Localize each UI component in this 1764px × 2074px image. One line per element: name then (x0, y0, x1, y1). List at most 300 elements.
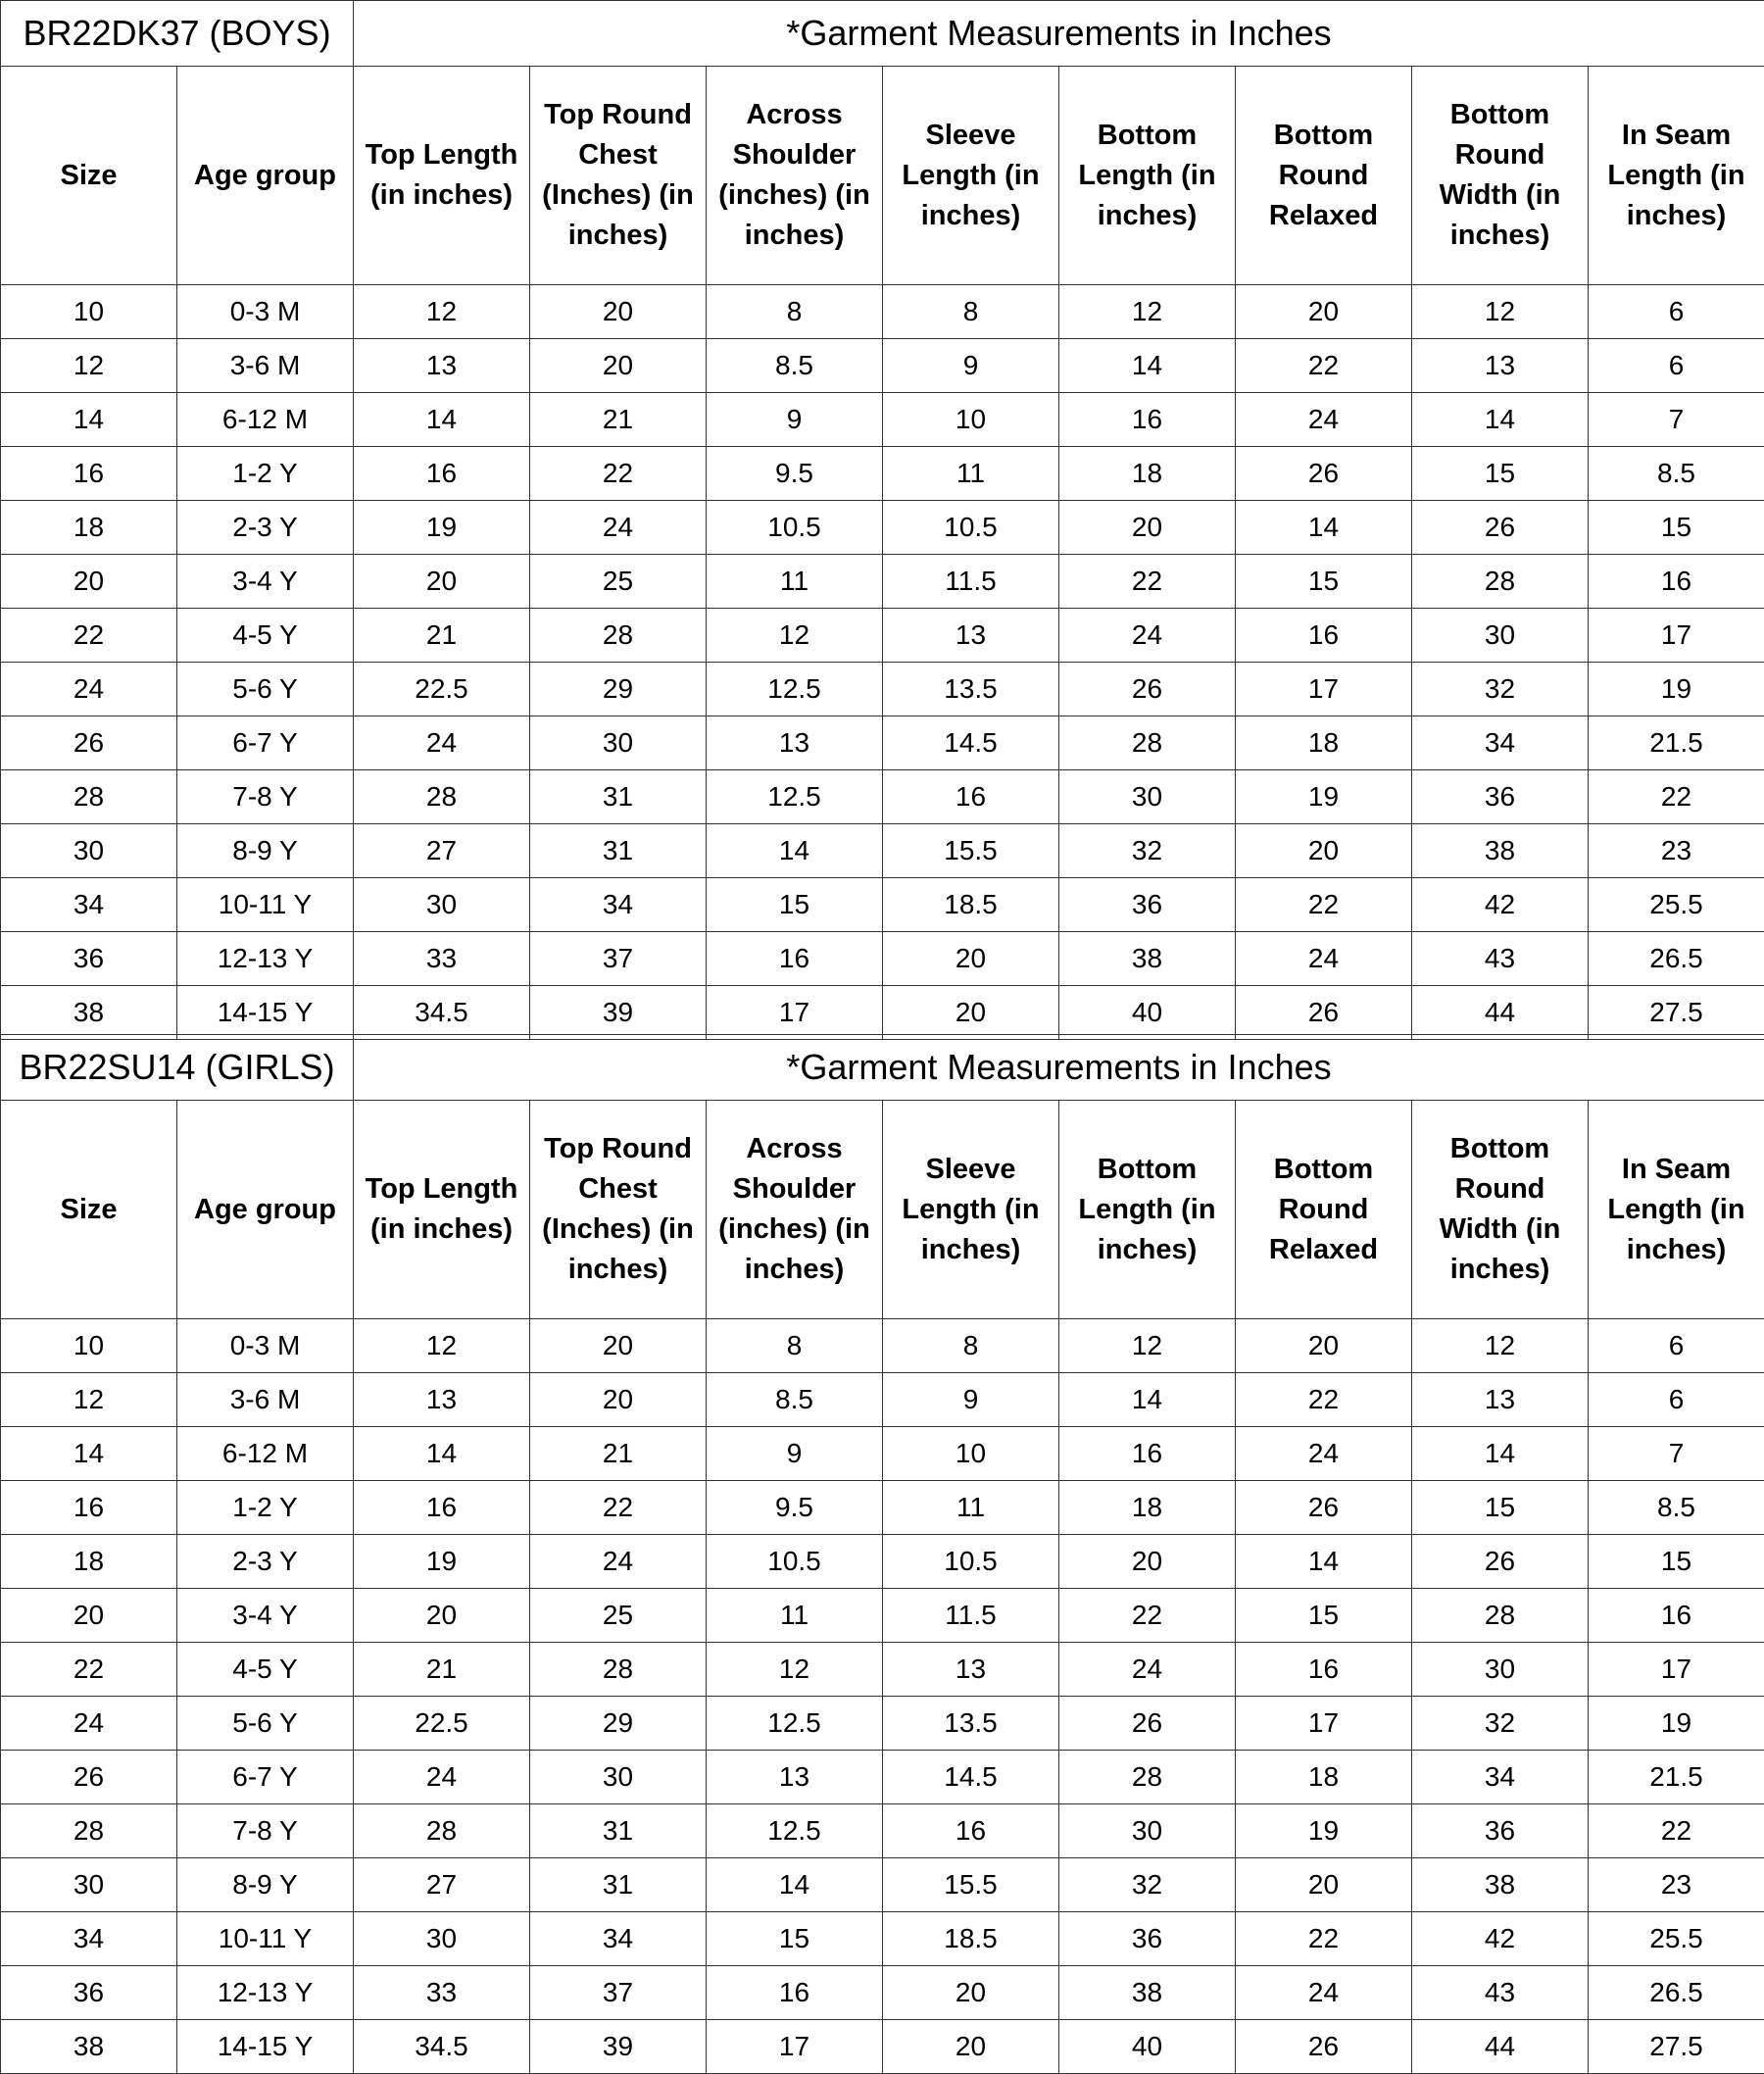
table-cell: 12.5 (707, 1697, 883, 1751)
table-cell: 3-6 M (177, 339, 354, 393)
column-header: In Seam Length (in inches) (1589, 1101, 1764, 1319)
table-cell: 19 (1236, 770, 1412, 824)
table-cell: 14 (1236, 501, 1412, 555)
table-cell: 40 (1059, 2020, 1236, 2074)
table-cell: 23 (1589, 1858, 1764, 1912)
table-cell: 31 (530, 1804, 707, 1858)
table-cell: 30 (1, 824, 177, 878)
table-row (1, 1373, 1764, 1427)
table-cell: 25 (530, 1589, 707, 1643)
table-cell: 32 (1059, 1858, 1236, 1912)
table-cell: 29 (530, 663, 707, 716)
table-cell: 8 (707, 285, 883, 339)
table-cell: 13 (883, 1643, 1059, 1697)
table-cell: 20 (530, 1319, 707, 1373)
table-cell: 15 (707, 878, 883, 932)
table-cell: 34 (1, 878, 177, 932)
table-cell: 14 (1, 393, 177, 447)
table-cell: 32 (1412, 1697, 1589, 1751)
table-cell: 28 (530, 609, 707, 663)
column-header: Size (1, 67, 177, 285)
table-cell: 11 (883, 447, 1059, 501)
table-cell: 16 (354, 1481, 530, 1535)
table-cell: 16 (883, 770, 1059, 824)
table-cell: 25 (530, 555, 707, 609)
table-row (1, 285, 1764, 339)
table-cell: 13 (1412, 339, 1589, 393)
table-cell: 23 (1589, 824, 1764, 878)
table-cell: 16 (707, 932, 883, 986)
table-cell: 10 (1, 285, 177, 339)
column-header: Age group (177, 67, 354, 285)
table-row (1, 1966, 1764, 2020)
table-cell: 34 (530, 878, 707, 932)
table-caption: *Garment Measurements in Inches (354, 1035, 1764, 1101)
table-cell: 34 (1, 1912, 177, 1966)
table-cell: 14 (354, 393, 530, 447)
table-cell: 17 (707, 2020, 883, 2074)
table-cell: 19 (354, 1535, 530, 1589)
table-cell: 14 (707, 1858, 883, 1912)
table-cell: 32 (1059, 824, 1236, 878)
table-row (1, 501, 1764, 555)
table-cell: 21 (354, 1643, 530, 1697)
column-header: Top Round Chest (Inches) (in inches) (530, 1101, 707, 1319)
table-cell: 15.5 (883, 824, 1059, 878)
table-cell: 17 (707, 986, 883, 1040)
table-cell: 10.5 (707, 501, 883, 555)
table-cell: 28 (1, 770, 177, 824)
table-cell: 19 (354, 501, 530, 555)
table-cell: 20 (530, 339, 707, 393)
table-cell: 27.5 (1589, 2020, 1764, 2074)
table-cell: 8 (883, 1319, 1059, 1373)
table-row (1, 1697, 1764, 1751)
table-cell: 13 (354, 1373, 530, 1427)
table-cell: 12.5 (707, 663, 883, 716)
table-cell: 38 (1059, 932, 1236, 986)
table-cell: 20 (530, 1373, 707, 1427)
table-cell: 34.5 (354, 2020, 530, 2074)
table-cell: 17 (1236, 663, 1412, 716)
column-header: Top Length (in inches) (354, 1101, 530, 1319)
table-cell: 6 (1589, 1319, 1764, 1373)
table-cell: 24 (1059, 609, 1236, 663)
table-cell: 20 (1059, 1535, 1236, 1589)
column-header: Bottom Length (in inches) (1059, 67, 1236, 285)
table-cell: 28 (1, 1804, 177, 1858)
table-cell: 16 (1236, 609, 1412, 663)
table-cell: 6 (1589, 285, 1764, 339)
table-row (1, 447, 1764, 501)
table-cell: 24 (530, 1535, 707, 1589)
table-row (1, 609, 1764, 663)
table-cell: 20 (1236, 1319, 1412, 1373)
table-row (1, 1535, 1764, 1589)
table-cell: 22 (1236, 1373, 1412, 1427)
product-code: BR22DK37 (BOYS) (1, 1, 354, 67)
table-cell: 10.5 (883, 1535, 1059, 1589)
table-cell: 26 (1236, 447, 1412, 501)
table-cell: 34 (1412, 716, 1589, 770)
table-cell: 11 (707, 1589, 883, 1643)
table-cell: 20 (1236, 285, 1412, 339)
table-cell: 21 (530, 393, 707, 447)
table-cell: 17 (1589, 609, 1764, 663)
table-cell: 30 (354, 878, 530, 932)
table-cell: 33 (354, 1966, 530, 2020)
table-row (1, 770, 1764, 824)
table-cell: 28 (354, 770, 530, 824)
table-cell: 26.5 (1589, 1966, 1764, 2020)
table-cell: 20 (354, 555, 530, 609)
table-cell: 27 (354, 824, 530, 878)
table-cell: 33 (354, 932, 530, 986)
table-cell: 28 (1059, 716, 1236, 770)
table-cell: 19 (1589, 663, 1764, 716)
table-cell: 39 (530, 2020, 707, 2074)
table-cell: 42 (1412, 878, 1589, 932)
table-cell: 30 (1412, 609, 1589, 663)
table-cell: 20 (530, 285, 707, 339)
column-header: Size (1, 1101, 177, 1319)
table-cell: 8-9 Y (177, 1858, 354, 1912)
table-cell: 7-8 Y (177, 770, 354, 824)
table-cell: 20 (883, 2020, 1059, 2074)
table-cell: 8 (883, 285, 1059, 339)
table-row (1, 1319, 1764, 1373)
table-cell: 14 (1236, 1535, 1412, 1589)
table-cell: 8.5 (1589, 1481, 1764, 1535)
table-cell: 22 (1236, 339, 1412, 393)
table-cell: 27.5 (1589, 986, 1764, 1040)
table-cell: 22 (1589, 1804, 1764, 1858)
table-cell: 24 (1236, 1427, 1412, 1481)
table-cell: 24 (1236, 393, 1412, 447)
table-cell: 12 (1, 339, 177, 393)
table-cell: 18.5 (883, 1912, 1059, 1966)
table-cell: 40 (1059, 986, 1236, 1040)
table-row (1, 1751, 1764, 1804)
table-cell: 28 (354, 1804, 530, 1858)
table-cell: 15 (1589, 1535, 1764, 1589)
table-cell: 12 (1412, 1319, 1589, 1373)
table-cell: 30 (530, 1751, 707, 1804)
table-cell: 14 (1059, 339, 1236, 393)
table-row (1, 393, 1764, 447)
table-cell: 22.5 (354, 1697, 530, 1751)
table-cell: 15 (1412, 1481, 1589, 1535)
table-row (1, 2020, 1764, 2074)
table-cell: 28 (1059, 1751, 1236, 1804)
table-cell: 18 (1236, 716, 1412, 770)
table-cell: 26.5 (1589, 932, 1764, 986)
table-cell: 22 (1, 609, 177, 663)
column-header-row (1, 67, 1764, 285)
table-cell: 14.5 (883, 716, 1059, 770)
table-row (1, 1481, 1764, 1535)
table-cell: 18 (1236, 1751, 1412, 1804)
table-cell: 28 (1412, 555, 1589, 609)
table-cell: 25.5 (1589, 1912, 1764, 1966)
table-cell: 8-9 Y (177, 824, 354, 878)
table-row (1, 824, 1764, 878)
table-cell: 34.5 (354, 986, 530, 1040)
table-cell: 10-11 Y (177, 1912, 354, 1966)
table-cell: 12-13 Y (177, 932, 354, 986)
column-header: Top Round Chest (Inches) (in inches) (530, 67, 707, 285)
table-cell: 26 (1059, 1697, 1236, 1751)
column-header: Sleeve Length (in inches) (883, 67, 1059, 285)
table-cell: 0-3 M (177, 1319, 354, 1373)
table-cell: 22 (1589, 770, 1764, 824)
table-row (1, 339, 1764, 393)
table-cell: 30 (354, 1912, 530, 1966)
table-cell: 9 (707, 393, 883, 447)
table-cell: 5-6 Y (177, 1697, 354, 1751)
table-cell: 3-6 M (177, 1373, 354, 1427)
table-cell: 6-12 M (177, 1427, 354, 1481)
table-cell: 22 (530, 447, 707, 501)
table-cell: 21.5 (1589, 716, 1764, 770)
table-row (1, 878, 1764, 932)
table-cell: 20 (1, 1589, 177, 1643)
table-cell: 13 (707, 716, 883, 770)
table-cell: 12 (354, 1319, 530, 1373)
table-cell: 36 (1059, 878, 1236, 932)
table-cell: 42 (1412, 1912, 1589, 1966)
table-cell: 9 (707, 1427, 883, 1481)
table-cell: 24 (1236, 1966, 1412, 2020)
table-cell: 30 (1, 1858, 177, 1912)
table-cell: 6-7 Y (177, 1751, 354, 1804)
column-header-row (1, 1101, 1764, 1319)
table-cell: 7 (1589, 1427, 1764, 1481)
table-cell: 6-12 M (177, 393, 354, 447)
table-cell: 22.5 (354, 663, 530, 716)
table-cell: 9 (883, 339, 1059, 393)
table-cell: 30 (1412, 1643, 1589, 1697)
table-cell: 3-4 Y (177, 1589, 354, 1643)
column-header: Age group (177, 1101, 354, 1319)
table-row (1, 1643, 1764, 1697)
table-cell: 24 (354, 1751, 530, 1804)
table-cell: 31 (530, 770, 707, 824)
table-cell: 16 (1, 447, 177, 501)
table-cell: 12 (1412, 285, 1589, 339)
table-cell: 26 (1236, 2020, 1412, 2074)
table-cell: 3-4 Y (177, 555, 354, 609)
table-cell: 20 (1059, 501, 1236, 555)
table-row (1, 555, 1764, 609)
table-cell: 22 (1236, 1912, 1412, 1966)
table-cell: 30 (530, 716, 707, 770)
table-cell: 11 (883, 1481, 1059, 1535)
column-header: Bottom Round Relaxed (1236, 1101, 1412, 1319)
table-cell: 21.5 (1589, 1751, 1764, 1804)
table-cell: 12 (1, 1373, 177, 1427)
table-cell: 19 (1236, 1804, 1412, 1858)
table-cell: 17 (1589, 1643, 1764, 1697)
table-row (1, 1804, 1764, 1858)
column-header: Bottom Round Width (in inches) (1412, 1101, 1589, 1319)
table-cell: 30 (1059, 770, 1236, 824)
table-cell: 26 (1412, 1535, 1589, 1589)
table-cell: 9 (883, 1373, 1059, 1427)
table-cell: 36 (1412, 770, 1589, 824)
table-cell: 20 (1236, 824, 1412, 878)
table-cell: 26 (1059, 663, 1236, 716)
table-cell: 24 (1236, 932, 1412, 986)
column-header: Bottom Length (in inches) (1059, 1101, 1236, 1319)
table-cell: 18 (1059, 447, 1236, 501)
table-cell: 22 (1059, 1589, 1236, 1643)
table-cell: 12 (707, 609, 883, 663)
table-cell: 10 (883, 393, 1059, 447)
table-cell: 13 (1412, 1373, 1589, 1427)
table-cell: 14 (1412, 1427, 1589, 1481)
table-cell: 14 (1059, 1373, 1236, 1427)
table-cell: 8.5 (1589, 447, 1764, 501)
table-cell: 11 (707, 555, 883, 609)
table-cell: 38 (1, 986, 177, 1040)
table-cell: 14 (707, 824, 883, 878)
table-cell: 14 (1, 1427, 177, 1481)
column-header: Bottom Round Width (in inches) (1412, 67, 1589, 285)
table-cell: 12 (1059, 285, 1236, 339)
table-row (1, 1589, 1764, 1643)
table-cell: 13.5 (883, 663, 1059, 716)
table-cell: 34 (530, 1912, 707, 1966)
column-header: Across Shoulder (inches) (in inches) (707, 67, 883, 285)
table-cell: 34 (1412, 1751, 1589, 1804)
table-cell: 16 (1589, 1589, 1764, 1643)
table-cell: 22 (1059, 555, 1236, 609)
table-cell: 21 (354, 609, 530, 663)
table-cell: 13.5 (883, 1697, 1059, 1751)
table-cell: 16 (1236, 1643, 1412, 1697)
table-cell: 12 (707, 1643, 883, 1697)
table-cell: 26 (1236, 1481, 1412, 1535)
table-cell: 20 (1236, 1858, 1412, 1912)
table-cell: 16 (354, 447, 530, 501)
table-cell: 24 (354, 716, 530, 770)
table-cell: 20 (883, 1966, 1059, 2020)
table-cell: 22 (530, 1481, 707, 1535)
table-cell: 10.5 (707, 1535, 883, 1589)
table-cell: 28 (1412, 1589, 1589, 1643)
table-cell: 1-2 Y (177, 1481, 354, 1535)
table-cell: 18.5 (883, 878, 1059, 932)
column-header: Sleeve Length (in inches) (883, 1101, 1059, 1319)
table-cell: 13 (707, 1751, 883, 1804)
column-header: In Seam Length (in inches) (1589, 67, 1764, 285)
table-cell: 16 (1059, 1427, 1236, 1481)
table-cell: 38 (1412, 824, 1589, 878)
product-code: BR22SU14 (GIRLS) (1, 1035, 354, 1101)
table-cell: 16 (1059, 393, 1236, 447)
table-cell: 12.5 (707, 1804, 883, 1858)
table-cell: 18 (1, 501, 177, 555)
table-cell: 30 (1059, 1804, 1236, 1858)
table-cell: 4-5 Y (177, 609, 354, 663)
table-cell: 36 (1, 932, 177, 986)
table-cell: 2-3 Y (177, 1535, 354, 1589)
table-cell: 44 (1412, 986, 1589, 1040)
table-cell: 24 (1059, 1643, 1236, 1697)
table-cell: 15 (1412, 447, 1589, 501)
table-cell: 38 (1059, 1966, 1236, 2020)
table-caption: *Garment Measurements in Inches (354, 1, 1764, 67)
table-cell: 12 (1059, 1319, 1236, 1373)
table-cell: 8 (707, 1319, 883, 1373)
table-cell: 10 (1, 1319, 177, 1373)
table-cell: 21 (530, 1427, 707, 1481)
table-cell: 20 (883, 932, 1059, 986)
table-cell: 24 (1, 663, 177, 716)
table-cell: 36 (1412, 1804, 1589, 1858)
table-cell: 12.5 (707, 770, 883, 824)
table-cell: 14-15 Y (177, 2020, 354, 2074)
table-cell: 32 (1412, 663, 1589, 716)
table-cell: 15 (707, 1912, 883, 1966)
table-cell: 8.5 (707, 339, 883, 393)
table-cell: 10.5 (883, 501, 1059, 555)
table-row (1, 716, 1764, 770)
table-cell: 13 (883, 609, 1059, 663)
table-cell: 16 (1, 1481, 177, 1535)
table-cell: 15.5 (883, 1858, 1059, 1912)
table-cell: 26 (1, 716, 177, 770)
table-cell: 13 (354, 339, 530, 393)
table-cell: 8.5 (707, 1373, 883, 1427)
table-cell: 28 (530, 1643, 707, 1697)
table-cell: 22 (1, 1643, 177, 1697)
table-cell: 25.5 (1589, 878, 1764, 932)
table-cell: 1-2 Y (177, 447, 354, 501)
table-row (1, 1912, 1764, 1966)
table-cell: 29 (530, 1697, 707, 1751)
table-cell: 7 (1589, 393, 1764, 447)
table-cell: 6 (1589, 339, 1764, 393)
table-cell: 22 (1236, 878, 1412, 932)
table-cell: 2-3 Y (177, 501, 354, 555)
table-cell: 15 (1236, 1589, 1412, 1643)
table-cell: 11.5 (883, 1589, 1059, 1643)
table-cell: 36 (1, 1966, 177, 2020)
table-cell: 18 (1059, 1481, 1236, 1535)
table-cell: 43 (1412, 932, 1589, 986)
table-cell: 9.5 (707, 1481, 883, 1535)
table-cell: 31 (530, 824, 707, 878)
table-cell: 26 (1236, 986, 1412, 1040)
table-cell: 38 (1412, 1858, 1589, 1912)
table-cell: 14.5 (883, 1751, 1059, 1804)
table-cell: 4-5 Y (177, 1643, 354, 1697)
table-cell: 36 (1059, 1912, 1236, 1966)
column-header: Bottom Round Relaxed (1236, 67, 1412, 285)
table-cell: 37 (530, 1966, 707, 2020)
table-cell: 15 (1236, 555, 1412, 609)
table-cell: 15 (1589, 501, 1764, 555)
table-cell: 14-15 Y (177, 986, 354, 1040)
table-row (1, 663, 1764, 716)
table-row (1, 986, 1764, 1040)
column-header: Top Length (in inches) (354, 67, 530, 285)
table-cell: 38 (1, 2020, 177, 2074)
table-cell: 10 (883, 1427, 1059, 1481)
table-cell: 37 (530, 932, 707, 986)
